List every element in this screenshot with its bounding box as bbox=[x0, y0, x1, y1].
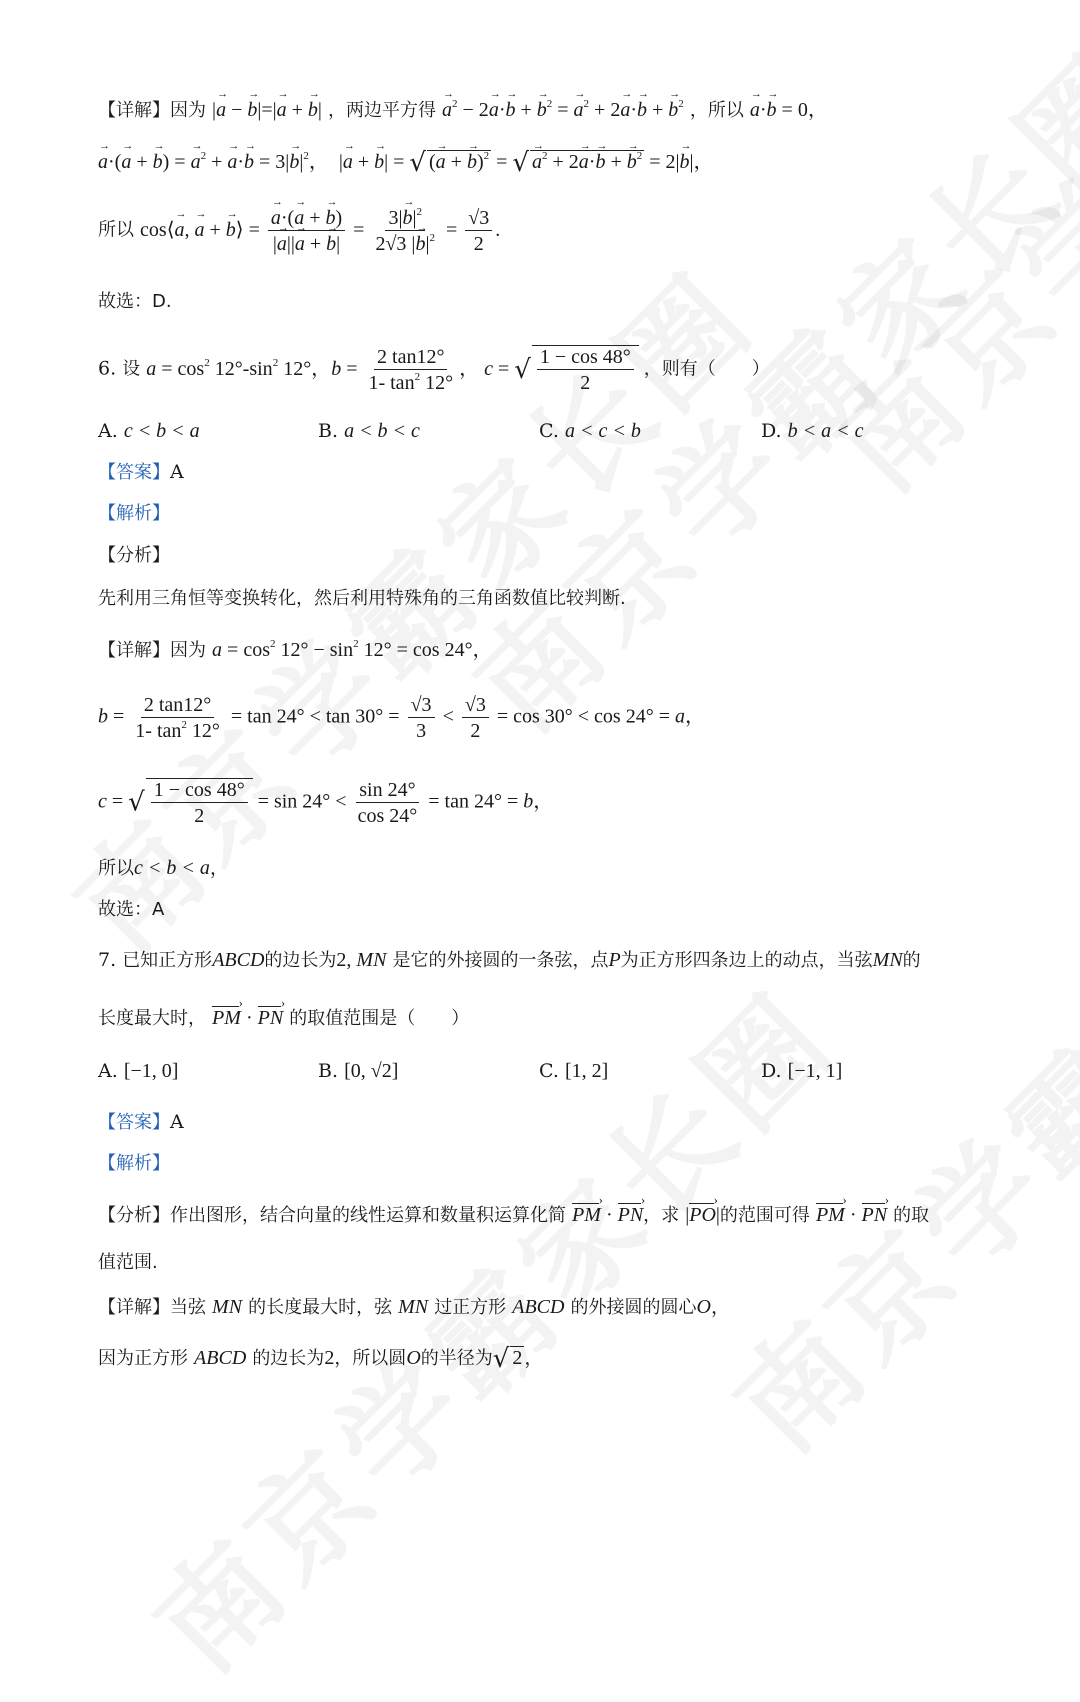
sol5-choose: 故选：D. bbox=[98, 291, 172, 312]
q7-detail-line2: 因为正方形 ABCD 的边长为2，所以圆O的半径为√ 2 ， bbox=[98, 1344, 544, 1374]
q7-answer: 【答案】A bbox=[98, 1111, 184, 1133]
q7-option-c: C. [1, 2] bbox=[539, 1060, 609, 1082]
q7-fenxi-line2: 值范围. bbox=[98, 1252, 158, 1273]
watermark-text bbox=[791, 0, 1080, 522]
q6-fenxi-text: 先利用三角恒等变换转化，然后利用特殊角的三角函数值比较判断. bbox=[98, 588, 626, 609]
q6-choose: 故选：A bbox=[98, 899, 165, 920]
q6-option-d: D. b < a < c bbox=[761, 420, 864, 442]
q6-stem: 6. 设 $a = \cos^2 12^\circ-\sin^2$ 12°，b = $\frac{2 \tan 12^\circ}{1- \tan^2 12^\circ}$ ， c = √ $\frac{1 - \cos 48^\circ}{2}$ ，则有（ ） bbox=[98, 346, 770, 394]
q7-detail-line1: 【详解】当弦 MN 的长度最大时，弦 MN 过正方形 ABCD 的外接圆的圆心O， bbox=[98, 1296, 730, 1318]
q7-option-a: A. [−1, 0] bbox=[98, 1060, 179, 1082]
q6-option-c: C. a < c < b bbox=[539, 420, 641, 442]
sol5-detail-line2: → a·(→ a + → b) = → $a^2$ + → $a\cdot\to b = 3|\to b|^2$， |→ a + → b| = √ (→ a + → b)$^2$ = √→ $a^2 + 2\to a\cdot\to b$ + → $b^2 = 2|\to b|$， bbox=[98, 150, 714, 176]
q7-fenxi-line1: 【分析】作出图形，结合向量的线性运算和数量积运算化简 PM › · PN ›，求 |PO ›|的范围可得 PM › · PN › 的取 bbox=[98, 1203, 929, 1225]
watermark-text bbox=[691, 728, 1080, 1482]
q7-option-b: B. [0, √2] bbox=[318, 1060, 399, 1082]
q6-answer: 【答案】A bbox=[98, 461, 184, 483]
watermark-text bbox=[111, 948, 865, 1702]
q6-so: 所以c < b < a， bbox=[98, 857, 229, 879]
q6-fenxi-label: 【分析】 bbox=[98, 545, 170, 566]
q6-option-a: A. c < b < a bbox=[98, 420, 200, 442]
q6-analysis-label: 【解析】 bbox=[98, 503, 170, 524]
sol5-detail-line3: 所以 cos⟨→ a, → a + → b⟩ = → $\frac{a\cdot(\to a + \to b)}{|\to a||\to a + \to b|}$ = $\frac{3|\to b|^2}{2√3 |\to b|^2}$ = $\frac{√3}{2}$ . bbox=[98, 208, 500, 254]
sol5-detail-line1: 【详解】因为 |→ a − → b|=|→ a + → b| ，两边平方得 → $a^2 - 2\to a\cdot\to b$ + → $b^2$ = → $a^2 + 2\to a\cdot\to b$ + → $b^2$ ，所以 → a·→ b = 0， bbox=[98, 100, 828, 120]
q7-stem-line1: 7. 已知正方形ABCD的边长为2, MN 是它的外接圆的一条弦，点P为正方形四条边上的动点，当弦MN的 bbox=[98, 949, 921, 971]
q7-analysis-label: 【解析】 bbox=[98, 1153, 170, 1174]
q6-detail-line2: b = $\frac{2 \tan 12^\circ}{1- \tan^2 12^\circ}$ = tan 24° < tan 30° = $\frac{√3}{3}$ < $\frac{√3}{2}$ = cos 30° < cos 24° = a， bbox=[98, 694, 705, 742]
q6-detail-line1: 【详解】因为 $a = \cos^2 12^\circ - \sin^2 12^\circ = \cos 24^\circ$， bbox=[98, 638, 493, 661]
q7-stem-line2: 长度最大时， PM › · PN › 的取值范围是（ ） bbox=[98, 1006, 469, 1028]
q6-option-b: B. a < b < c bbox=[318, 420, 420, 442]
q6-detail-line3: c = √ $\frac{1 - \cos 48^\circ}{2}$ = sin 24° < $\frac{\sin 24^\circ}{\cos 24^\circ}$ = tan 24° = b， bbox=[98, 779, 554, 827]
q7-option-d: D. [−1, 1] bbox=[761, 1060, 843, 1082]
